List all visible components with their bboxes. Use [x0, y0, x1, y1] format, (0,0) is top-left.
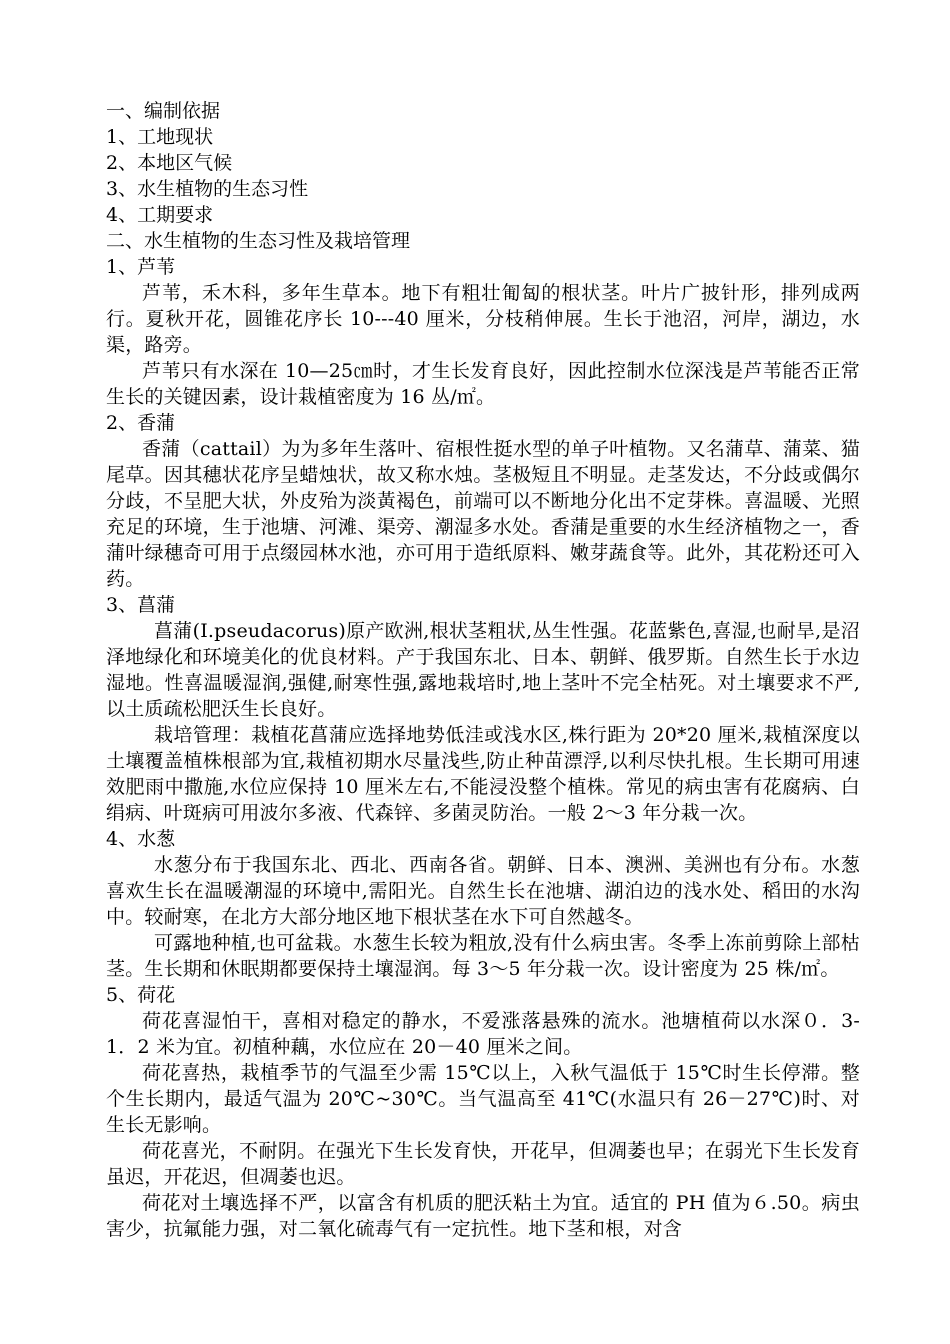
section-heading: 二、水生植物的生态习性及栽培管理	[106, 230, 411, 252]
outline-item: 4、工期要求	[106, 204, 214, 226]
paragraph: 香蒲（cattail）为为多年生落叶、宿根性挺水型的单子叶植物。又名蒲草、蒲菜、猫尾草。因其穗状花序呈蜡烛状，故又称水烛。茎极短且不明显。走茎发达，不分歧或偶尔分歧，不呈肥大状，外皮殆为淡黃褐色，前端可以不断地分化出不定芽株。喜温暖、光照充足的环境，生于池塘、河滩、渠旁、潮湿多水处。香蒲是重要的水生经济植物之一，香蒲叶绿穗奇可用于点缀园林水池，亦可用于造纸原料、嫩芽蔬食等。此外，其花粉还可入药。	[106, 438, 860, 590]
plant-heading-lotus: 5、荷花	[106, 984, 176, 1006]
paragraph: 可露地种植,也可盆栽。水葱生长较为粗放,没有什么病虫害。冬季上冻前剪除上部枯茎。生长期和休眠期都要保持土壤湿润。每 3～5 年分栽一次。设计密度为 25 株/㎡。	[106, 932, 860, 980]
outline-item: 3、水生植物的生态习性	[106, 178, 309, 200]
paragraph: 荷花喜湿怕干，喜相对稳定的静水，不爱涨落悬殊的流水。池塘植荷以水深０．3-1．2 米为宜。初植种藕，水位应在 20－40 厘米之间。	[106, 1010, 860, 1058]
paragraph: 芦苇，禾木科，多年生草本。地下有粗壮匍匐的根状茎。叶片广披针形，排列成两行。夏秋开花，圆锥花序长 10---40 厘米，分枝稍伸展。生长于池沼，河岸，湖边，水渠，路旁。	[106, 282, 860, 356]
paragraph: 水葱分布于我国东北、西北、西南各省。朝鲜、日本、澳洲、美洲也有分布。水葱喜欢生长在温暖潮湿的环境中,需阳光。自然生长在池塘、湖泊边的浅水处、稻田的水沟中。较耐寒，在北方大部分地区地下根状茎在水下可自然越冬。	[106, 854, 860, 928]
section-heading: 一、编制依据	[106, 100, 221, 122]
plant-heading-iris: 3、菖蒲	[106, 594, 176, 616]
outline-item: 1、工地现状	[106, 126, 214, 148]
plant-heading-bulrush: 4、水葱	[106, 828, 176, 850]
paragraph: 荷花喜热，栽植季节的气温至少需 15℃以上，入秋气温低于 15℃时生长停滞。整个生长期内，最适气温为 20℃~30℃。当气温高至 41℃(水温只有 26－27℃)时、对生长无影响。	[106, 1062, 860, 1136]
paragraph: 芦苇只有水深在 10—25㎝时，才生长发育良好，因此控制水位深浅是芦苇能否正常生长的关键因素，设计栽植密度为 16 丛/㎡。	[106, 360, 860, 408]
paragraph: 荷花喜光，不耐阴。在强光下生长发育快，开花早，但凋萎也早；在弱光下生长发育虽迟，开花迟，但凋萎也迟。	[106, 1140, 860, 1188]
plant-heading-cattail: 2、香蒲	[106, 412, 176, 434]
paragraph: 菖蒲(I.pseudacorus)原产欧洲,根状茎粗状,丛生性强。花蓝紫色,喜湿,也耐旱,是沼泽地绿化和环境美化的优良材料。产于我国东北、日本、朝鲜、俄罗斯。自然生长于水边湿地。性喜温暖湿润,强健,耐寒性强,露地栽培时,地上茎叶不完全枯死。对土壤要求不严,以土质疏松肥沃生长良好。	[106, 620, 860, 720]
paragraph: 荷花对土壤选择不严，以富含有机质的肥沃粘土为宜。适宜的 PH 值为６.50。病虫害少，抗氟能力强，对二氧化硫毒气有一定抗性。地下茎和根，对含	[106, 1192, 860, 1240]
plant-heading-reed: 1、芦苇	[106, 256, 176, 278]
paragraph: 栽培管理：栽植花菖蒲应选择地势低洼或浅水区,株行距为 20*20 厘米,栽植深度以土壤覆盖植株根部为宜,栽植初期水尽量浅些,防止种苗漂浮,以利尽快扎根。生长期可用速效肥雨中撒施,水位应保持 10 厘米左右,不能浸没整个植株。常见的病虫害有花腐病、白绢病、叶斑病可用波尔多液、代森锌、多菌灵防治。一般 2～3 年分栽一次。	[106, 724, 860, 824]
outline-item: 2、本地区气候	[106, 152, 233, 174]
